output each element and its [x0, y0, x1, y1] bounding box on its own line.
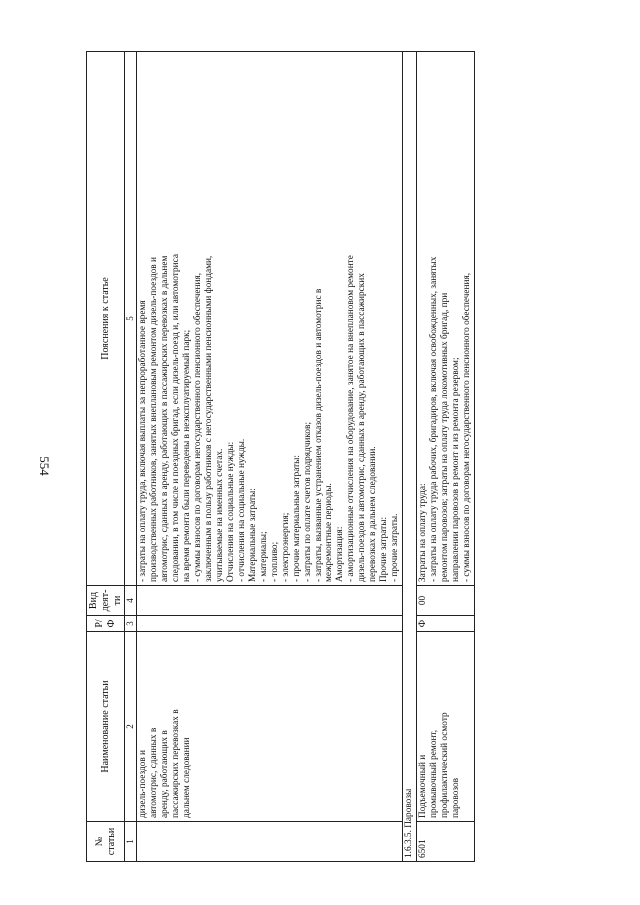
table-row [417, 52, 475, 862]
rotated-table-container [86, 52, 606, 862]
explanation-line: - топливо; [269, 541, 280, 582]
explanation-line: - электроэнергия; [280, 512, 291, 582]
explanation-line: - прочие затраты. [390, 513, 401, 582]
rf-cell [137, 616, 403, 632]
column-number: 3 [125, 616, 137, 632]
article-number-cell [137, 822, 403, 862]
header-article-name: Наименование статьи [87, 632, 125, 822]
articles-table [86, 51, 475, 862]
explanation-line: - суммы взносов по договорам негосударственного пенсионного обеспечения, [192, 272, 203, 582]
table-row [137, 52, 403, 862]
explanation-line: - затраты, вызванные устранением отказов дизель-поездов и автомотрис в [313, 288, 324, 582]
page-number: 554 [37, 456, 52, 476]
article-name-cell [417, 632, 475, 822]
header-activity-type: Вид деят-ти [87, 586, 125, 616]
article-number-cell: 6501 [417, 822, 475, 862]
explanation-line: Отчисления на социальные нужды: [225, 441, 236, 582]
explanation-line: ремонтом паровозов; затраты на оплату труда локомотивных бригад, при [440, 292, 451, 582]
name-line: промывочный ремонт, [429, 729, 440, 818]
column-number: 1 [125, 822, 137, 862]
explanation-line: на время ремонта были переведены в неэксплуатируемый парк; [181, 329, 192, 582]
column-number: 4 [125, 586, 137, 616]
explanation-line: производственных работников, занятых внеплановым ремонтом дизель-поездов и [148, 257, 159, 582]
explanation-line: Материальные затраты: [247, 488, 258, 582]
header-explanation: Пояснения к статье [87, 52, 125, 586]
explanation-line: - материалы; [258, 531, 269, 582]
explanation-line: - прочие материальные затраты: [291, 455, 302, 582]
activity-cell: 00 [417, 586, 475, 616]
name-line: пассажирских перевозках в [170, 709, 181, 818]
explanation-line: - суммы взносов по договорам негосударственного пенсионного обеспечения, [462, 272, 473, 582]
table-header-row [87, 52, 125, 862]
column-number-row [125, 52, 137, 862]
article-name-cell [137, 632, 403, 822]
explanation-line: - затраты на оплату труда рабочих, бригадиров, включая освобожденных, занятых [429, 256, 440, 582]
column-number: 2 [125, 632, 137, 822]
explanation-line: учитываемые на именных счетах. [214, 448, 225, 582]
section-heading-row [403, 52, 417, 862]
activity-cell [137, 586, 403, 616]
name-line: автомотрис, сданных в [148, 727, 159, 818]
explanation-cell [417, 52, 475, 586]
name-line: дальнем следовании [181, 737, 192, 818]
explanation-line: - амортизационные отчисления на оборудование, занятое на внеплановом ремонте [346, 255, 357, 582]
explanation-line: межремонтные периоды. [324, 483, 335, 582]
name-line: профилактический осмотр [440, 712, 451, 818]
name-line: аренду, работающих в [159, 730, 170, 818]
column-number: 5 [125, 52, 137, 586]
name-line: паровозов [451, 777, 462, 818]
explanation-line: направлении паровозов в ремонт и из ремонта резервом; [451, 357, 462, 582]
rf-cell: Ф [417, 616, 475, 632]
explanation-cell [137, 52, 403, 586]
explanation-line: - отчисления на социальные нужды. [236, 438, 247, 582]
explanation-line: Амортизация: [335, 526, 346, 582]
section-heading: 1.6.3.5. Паровозы [403, 52, 417, 862]
explanation-line: следовании, в том числе и поездных бригад, если дизель-поезд и, или автомотриса [170, 254, 181, 582]
explanation-line: Затраты на оплату труда: [418, 483, 429, 582]
explanation-line: дизель-поездов и автомотрис, сданных в аренду, работающих в пассажирских [357, 273, 368, 582]
explanation-line: заключенным в пользу работников с негосударственными пенсионными фондами, [203, 255, 214, 582]
explanation-line: перевозках в дальнем следовании. [368, 446, 379, 582]
header-article-number: № статьи [87, 822, 125, 862]
header-rf: Р/ Ф [87, 616, 125, 632]
name-line: дизель-поездов и [138, 749, 148, 818]
explanation-line: - затраты на оплату труда, включая выплаты за непроработанное время [138, 300, 148, 582]
explanation-line: автомотрис, сданных в аренду, работающих в пассажирских перевозках в дальнем [159, 255, 170, 582]
explanation-line: Прочие затраты: [379, 516, 390, 582]
explanation-line: - затраты по оплате счетов подрядчиков; [302, 421, 313, 582]
name-line: Подъемочный и [418, 754, 429, 818]
